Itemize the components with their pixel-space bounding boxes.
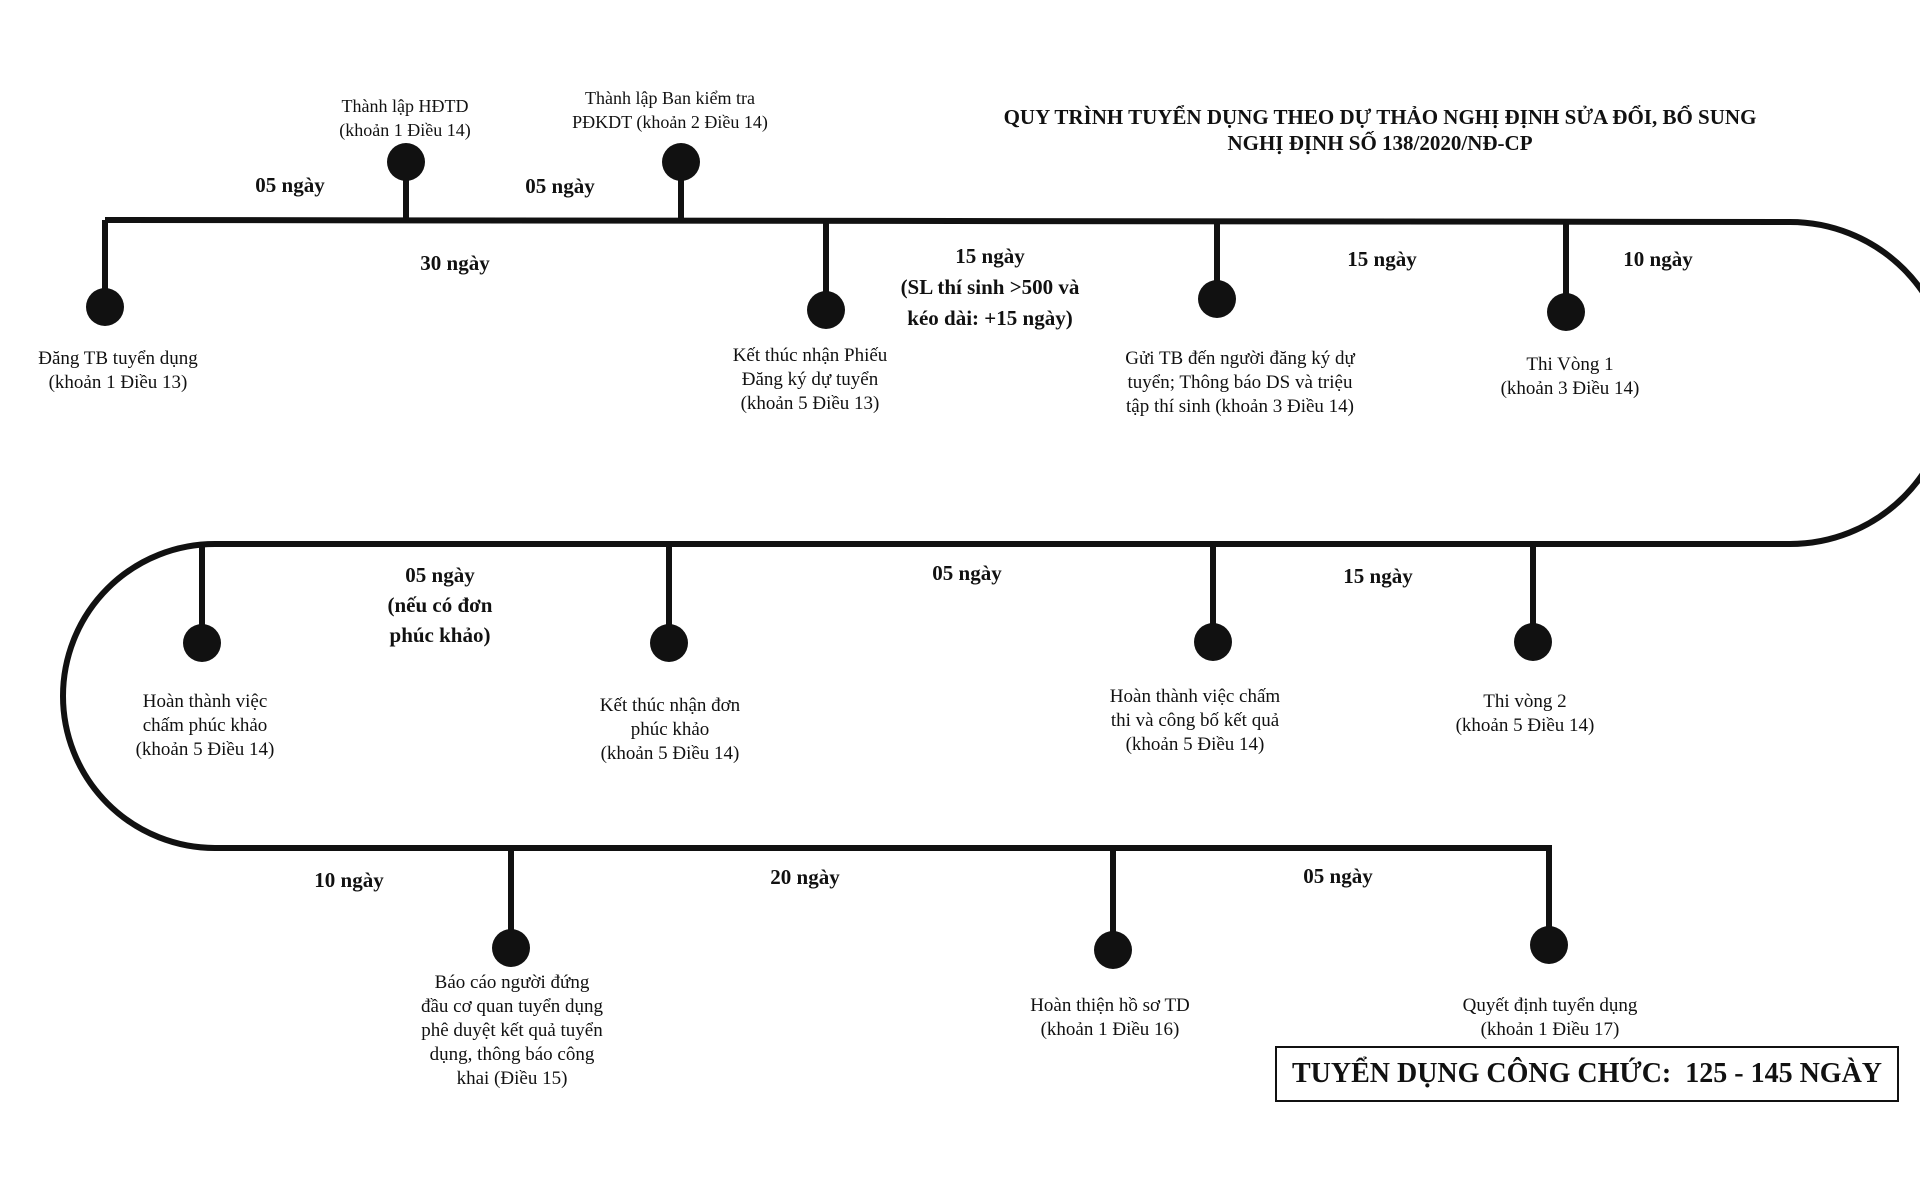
milestone-label: Gửi TB đến người đăng ký dự tuyển; Thông báo DS và triệu tập thí sinh (khoản 3 Điều 14): [1125, 348, 1355, 417]
diagram-title-line-2: NGHỊ ĐỊNH SỐ 138/2020/NĐ-CP: [1227, 131, 1533, 155]
milestone-label: Hoàn thiện hồ sơ TD (khoản 1 Điều 16): [1030, 995, 1190, 1040]
milestone-dot: [650, 624, 688, 662]
milestone-dot: [1198, 280, 1236, 318]
milestone-dot: [1194, 623, 1232, 661]
milestone-label: Báo cáo người đứng đầu cơ quan tuyển dụng phê duyệt kết quả tuyển dụng, thông báo công khai (Điều 15): [420, 972, 604, 1089]
duration-label: 05 ngày: [932, 561, 1002, 585]
total-duration-box: TUYỂN DỤNG CÔNG CHỨC: 125 - 145 NGÀY: [1275, 1046, 1899, 1102]
milestone-dot: [183, 624, 221, 662]
duration-label: 05 ngày: [255, 173, 325, 197]
duration-label: 05 ngày: [1303, 864, 1373, 888]
milestone-dot: [1514, 623, 1552, 661]
milestone-label: Hoàn thành việc chấm phúc khảo (khoản 5 Điều 14): [135, 691, 275, 760]
milestone-label: Thi Vòng 1 (khoản 3 Điều 14): [1500, 354, 1640, 399]
milestone-label: Kết thúc nhận đơn phúc khảo (khoản 5 Điều 14): [599, 695, 741, 764]
milestone-label: Thi vòng 2 (khoản 5 Điều 14): [1455, 691, 1595, 736]
milestone-dot: [86, 288, 124, 326]
milestone-dot: [662, 143, 700, 181]
duration-label: 15 ngày: [1343, 564, 1413, 588]
milestone-dot: [1530, 926, 1568, 964]
duration-label: 30 ngày: [420, 251, 490, 275]
duration-label-extended: 15 ngày (SL thí sinh >500 và kéo dài: +15 ngày): [900, 244, 1080, 330]
milestone-label: Thành lập HĐTD (khoản 1 Điều 14): [339, 96, 471, 140]
duration-label: 05 ngày: [525, 174, 595, 198]
duration-label: 15 ngày: [1347, 247, 1417, 271]
duration-label-conditional: 05 ngày (nếu có đơn phúc khảo): [387, 563, 493, 647]
duration-label: 20 ngày: [770, 865, 840, 889]
duration-label: 10 ngày: [314, 868, 384, 892]
milestone-dot: [1547, 293, 1585, 331]
duration-label: 10 ngày: [1623, 247, 1693, 271]
diagram-title-line-1: QUY TRÌNH TUYỂN DỤNG THEO DỰ THẢO NGHỊ ĐỊNH SỬA ĐỔI, BỔ SUNG: [1003, 105, 1757, 129]
milestone-label: Hoàn thành việc chấm thi và công bố kết quả (khoản 5 Điều 14): [1109, 686, 1281, 755]
milestone-label: Đăng TB tuyển dụng (khoản 1 Điều 13): [38, 348, 198, 393]
milestone-dot: [1094, 931, 1132, 969]
milestone-label: Kết thúc nhận Phiếu Đăng ký dự tuyển (khoản 5 Điều 13): [732, 345, 888, 414]
diagram-title: [940, 104, 1820, 156]
milestone-label: Quyết định tuyển dụng (khoản 1 Điều 17): [1462, 995, 1638, 1040]
milestone-dot: [387, 143, 425, 181]
milestone-dot: [492, 929, 530, 967]
milestone-dot: [807, 291, 845, 329]
milestone-label: Thành lập Ban kiểm tra PĐKDT (khoản 2 Điều 14): [572, 88, 768, 132]
